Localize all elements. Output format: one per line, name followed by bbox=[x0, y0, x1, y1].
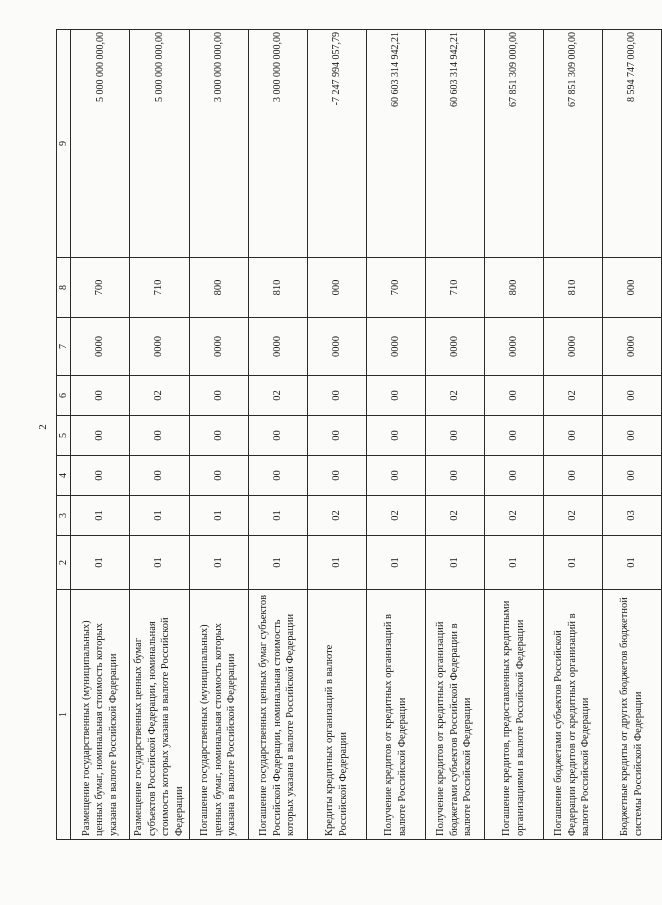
code-cell: 01 bbox=[484, 536, 543, 590]
code-cell: 01 bbox=[71, 536, 130, 590]
row-name: Размещение государственных (муниципальных) ценных бумаг, номинальная стоимость которых указана в валюте Российской Федерации bbox=[71, 590, 130, 840]
code-cell: 00 bbox=[543, 416, 602, 456]
header-cell: 3 bbox=[57, 496, 71, 536]
row-name: Размещение государственных ценных бумаг субъектов Российской Федерации, номинальная стоимость которых указана в валюте Российской Федерации bbox=[130, 590, 190, 840]
code-cell: 00 bbox=[602, 416, 661, 456]
code-cell: 00 bbox=[71, 376, 130, 416]
code-cell: 00 bbox=[543, 456, 602, 496]
amount-cell: 67 851 309 000,00 bbox=[484, 30, 543, 258]
code-cell: 000 bbox=[307, 258, 366, 318]
code-cell: 01 bbox=[248, 496, 307, 536]
row-name: Получение кредитов от кредитных организаций в валюте Российской Федерации bbox=[366, 590, 425, 840]
code-cell: 0000 bbox=[130, 318, 190, 376]
code-cell: 00 bbox=[366, 456, 425, 496]
amount-cell: 67 851 309 000,00 bbox=[543, 30, 602, 258]
code-cell: 810 bbox=[543, 258, 602, 318]
code-cell: 700 bbox=[366, 258, 425, 318]
table-row bbox=[248, 30, 307, 840]
code-cell: 01 bbox=[602, 536, 661, 590]
header-cell: 7 bbox=[57, 318, 71, 376]
code-cell: 01 bbox=[130, 536, 190, 590]
amount-cell: 3 000 000 000,00 bbox=[248, 30, 307, 258]
code-cell: 02 bbox=[484, 496, 543, 536]
code-cell: 01 bbox=[189, 536, 248, 590]
table-row bbox=[130, 30, 190, 840]
budget-table-rotated bbox=[56, 30, 644, 840]
code-cell: 02 bbox=[425, 496, 484, 536]
code-cell: 02 bbox=[248, 376, 307, 416]
code-cell: 00 bbox=[484, 376, 543, 416]
code-cell: 00 bbox=[602, 376, 661, 416]
code-cell: 02 bbox=[543, 496, 602, 536]
row-name: Бюджетные кредиты от других бюджетов бюджетной системы Российской Федерации bbox=[602, 590, 661, 840]
code-cell: 00 bbox=[307, 456, 366, 496]
code-cell: 800 bbox=[484, 258, 543, 318]
code-cell: 700 bbox=[71, 258, 130, 318]
row-name: Погашение государственных (муниципальных) ценных бумаг, номинальная стоимость которых указана в валюте Российской Федерации bbox=[189, 590, 248, 840]
code-cell: 01 bbox=[71, 496, 130, 536]
code-cell: 0000 bbox=[248, 318, 307, 376]
header-cell: 8 bbox=[57, 258, 71, 318]
header-cell: 4 bbox=[57, 456, 71, 496]
table-row bbox=[602, 30, 661, 840]
code-cell: 01 bbox=[543, 536, 602, 590]
code-cell: 00 bbox=[307, 376, 366, 416]
code-cell: 01 bbox=[307, 536, 366, 590]
header-cell: 5 bbox=[57, 416, 71, 456]
code-cell: 01 bbox=[425, 536, 484, 590]
code-cell: 02 bbox=[543, 376, 602, 416]
code-cell: 00 bbox=[130, 416, 190, 456]
header-cell: 1 bbox=[57, 590, 71, 840]
amount-cell: 60 603 314 942,21 bbox=[366, 30, 425, 258]
code-cell: 00 bbox=[248, 456, 307, 496]
amount-cell: 8 594 747 000,00 bbox=[602, 30, 661, 258]
row-name: Получение кредитов от кредитных организаций бюджетами субъектов Российской Федерации в валюте Российской Федерации bbox=[425, 590, 484, 840]
code-cell: 00 bbox=[71, 416, 130, 456]
table-row bbox=[189, 30, 248, 840]
code-cell: 02 bbox=[366, 496, 425, 536]
header-cell: 6 bbox=[57, 376, 71, 416]
table-row bbox=[425, 30, 484, 840]
code-cell: 00 bbox=[484, 416, 543, 456]
budget-table bbox=[56, 29, 662, 840]
table-row bbox=[543, 30, 602, 840]
code-cell: 710 bbox=[130, 258, 190, 318]
amount-cell: 3 000 000 000,00 bbox=[189, 30, 248, 258]
code-cell: 01 bbox=[248, 536, 307, 590]
code-cell: 00 bbox=[366, 416, 425, 456]
code-cell: 000 bbox=[602, 258, 661, 318]
code-cell: 00 bbox=[425, 456, 484, 496]
code-cell: 00 bbox=[602, 456, 661, 496]
code-cell: 00 bbox=[484, 456, 543, 496]
code-cell: 0000 bbox=[543, 318, 602, 376]
code-cell: 710 bbox=[425, 258, 484, 318]
code-cell: 0000 bbox=[189, 318, 248, 376]
code-cell: 02 bbox=[130, 376, 190, 416]
table-row bbox=[366, 30, 425, 840]
code-cell: 00 bbox=[130, 456, 190, 496]
amount-cell: 60 603 314 942,21 bbox=[425, 30, 484, 258]
code-cell: 00 bbox=[425, 416, 484, 456]
code-cell: 0000 bbox=[307, 318, 366, 376]
table-row bbox=[307, 30, 366, 840]
table-row bbox=[484, 30, 543, 840]
header-cell: 9 bbox=[57, 30, 71, 258]
code-cell: 02 bbox=[425, 376, 484, 416]
code-cell: 00 bbox=[71, 456, 130, 496]
code-cell: 01 bbox=[189, 496, 248, 536]
code-cell: 01 bbox=[366, 536, 425, 590]
code-cell: 00 bbox=[307, 416, 366, 456]
amount-cell: 5 000 000 000,00 bbox=[71, 30, 130, 258]
page-number: 2 bbox=[37, 424, 49, 430]
row-name: Погашение кредитов, предоставленных кредитными организациями в валюте Российской Федерации bbox=[484, 590, 543, 840]
code-cell: 01 bbox=[130, 496, 190, 536]
amount-cell: -7 247 994 057,79 bbox=[307, 30, 366, 258]
header-row bbox=[57, 30, 71, 840]
row-name: Кредиты кредитных организаций в валюте Российской Федерации bbox=[307, 590, 366, 840]
code-cell: 810 bbox=[248, 258, 307, 318]
code-cell: 00 bbox=[189, 416, 248, 456]
code-cell: 00 bbox=[248, 416, 307, 456]
code-cell: 0000 bbox=[425, 318, 484, 376]
code-cell: 02 bbox=[307, 496, 366, 536]
code-cell: 03 bbox=[602, 496, 661, 536]
row-name: Погашение бюджетами субъектов Российской Федерации кредитов от кредитных организаций в валюте Российской Федерации bbox=[543, 590, 602, 840]
code-cell: 0000 bbox=[71, 318, 130, 376]
code-cell: 0000 bbox=[366, 318, 425, 376]
code-cell: 00 bbox=[189, 376, 248, 416]
table-row bbox=[71, 30, 130, 840]
header-cell: 2 bbox=[57, 536, 71, 590]
code-cell: 0000 bbox=[602, 318, 661, 376]
code-cell: 0000 bbox=[484, 318, 543, 376]
row-name: Погашение государственных ценных бумаг субъектов Российской Федерации, номинальная стоимость которых указана в валюте Российской Федерации bbox=[248, 590, 307, 840]
code-cell: 00 bbox=[189, 456, 248, 496]
code-cell: 00 bbox=[366, 376, 425, 416]
amount-cell: 5 000 000 000,00 bbox=[130, 30, 190, 258]
code-cell: 800 bbox=[189, 258, 248, 318]
